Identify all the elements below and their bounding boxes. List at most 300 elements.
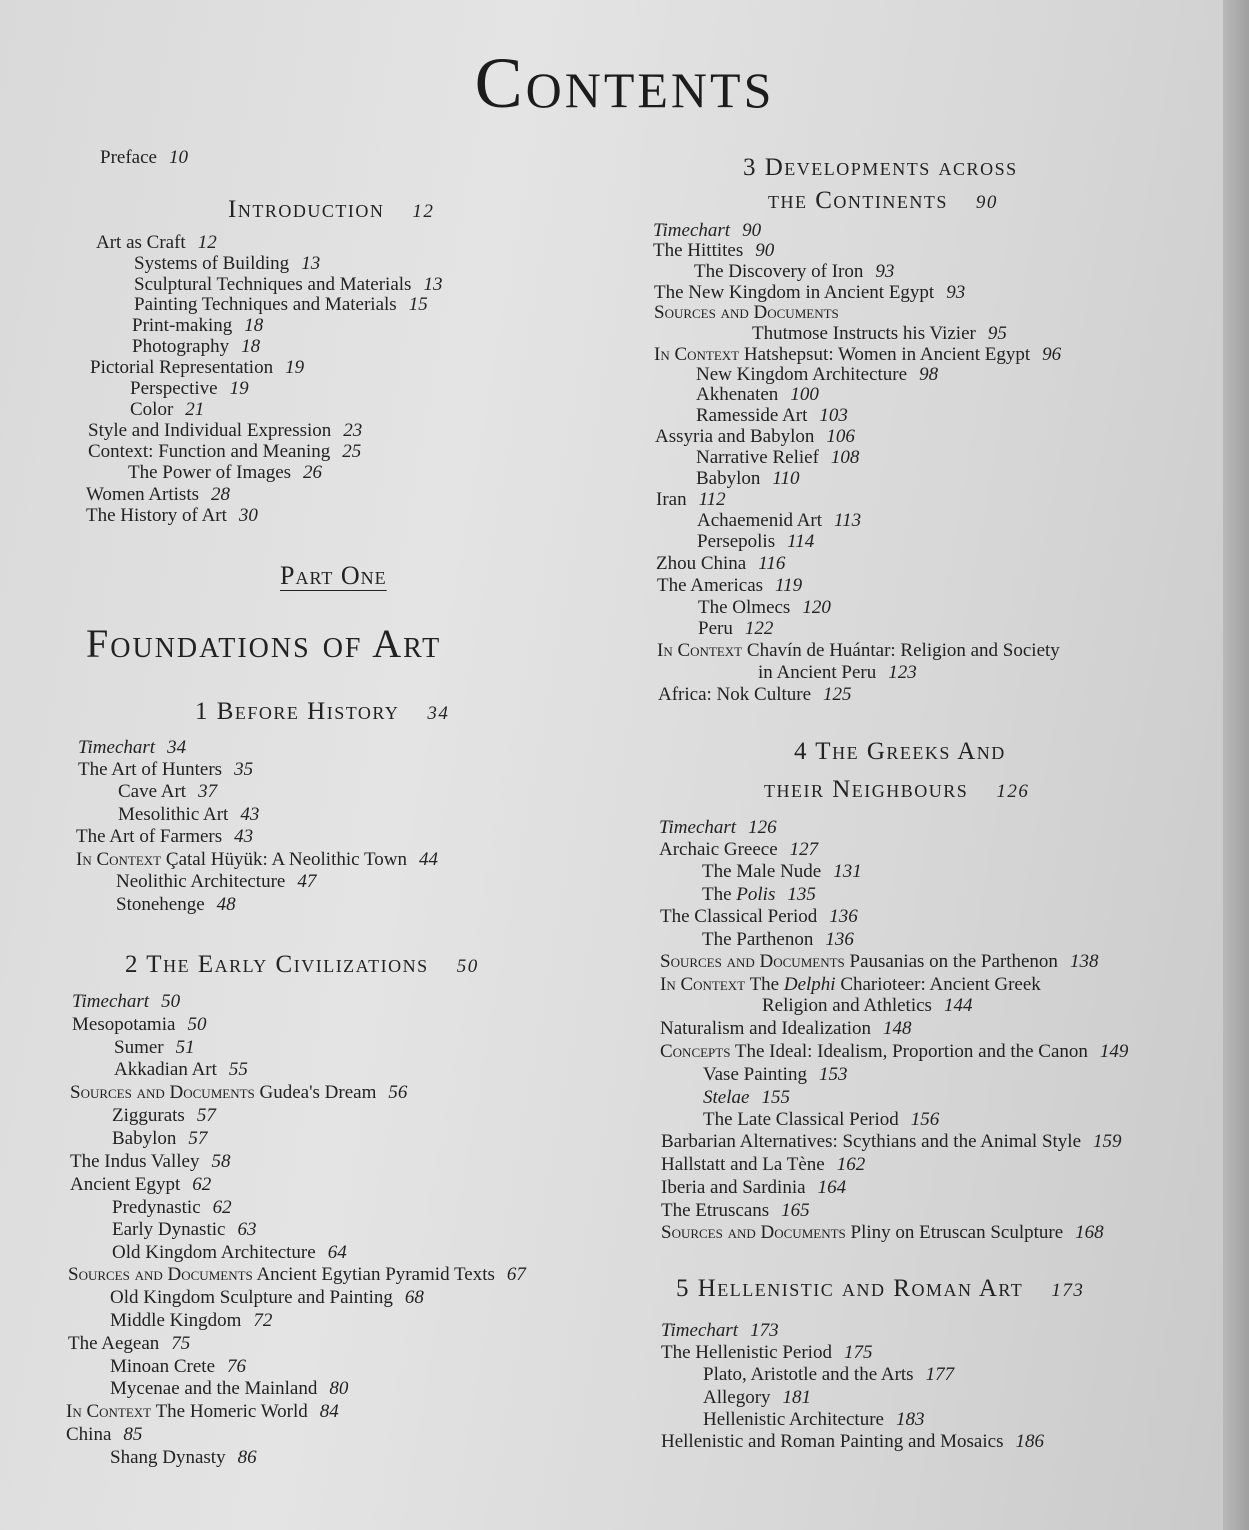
toc-entry xyxy=(703,1364,954,1386)
entry-title: Hellenistic Architecture xyxy=(703,1409,884,1430)
toc-entry xyxy=(661,1154,865,1176)
entry-title: Çatal Hüyük: A Neolithic Town xyxy=(165,849,407,870)
toc-entry xyxy=(660,1018,912,1040)
page-number: 177 xyxy=(925,1364,955,1385)
page-number: 90 xyxy=(975,192,998,213)
entry-title-part: Charioteer: Ancient Greek xyxy=(835,974,1041,995)
page-number: 80 xyxy=(329,1378,349,1399)
entry-title: Pausanias on the Parthenon xyxy=(849,951,1058,972)
page-number: 113 xyxy=(834,510,862,531)
chapter-heading xyxy=(768,186,998,218)
toc-entry xyxy=(118,781,217,803)
entry-title: Akkadian Art xyxy=(114,1059,217,1080)
toc-entry xyxy=(758,662,917,684)
entry-title: Mycenae and the Mainland xyxy=(110,1378,318,1399)
entry-title: The Olmecs xyxy=(698,597,791,618)
toc-entry xyxy=(702,884,816,906)
page-number: 125 xyxy=(823,684,852,705)
toc-entry xyxy=(660,906,858,928)
entry-title: Persepolis xyxy=(697,531,776,552)
entry-title: Babylon xyxy=(112,1128,177,1149)
page-number: 136 xyxy=(829,906,858,927)
page-number: 162 xyxy=(836,1154,866,1175)
toc-entry xyxy=(660,974,1041,996)
entry-title: Mesolithic Art xyxy=(118,804,229,825)
page-number: 62 xyxy=(192,1174,212,1195)
page-number: 84 xyxy=(319,1401,339,1422)
page-number: 68 xyxy=(404,1287,424,1308)
chapter-heading xyxy=(794,737,1006,767)
page-number: 25 xyxy=(342,441,362,462)
entry-title: The Ideal: Idealism, Proportion and the Canon xyxy=(734,1041,1088,1062)
toc-entry xyxy=(698,597,831,619)
toc-entry xyxy=(88,441,361,463)
page-number: 90 xyxy=(742,220,762,241)
page-number: 47 xyxy=(297,871,317,892)
entry-category: In Context xyxy=(654,344,740,365)
page-number: 119 xyxy=(775,575,803,596)
toc-entry xyxy=(112,1219,256,1241)
page-number: 43 xyxy=(240,804,260,825)
toc-entry xyxy=(702,929,854,951)
entry-title: Gudea's Dream xyxy=(259,1082,377,1103)
toc-entry xyxy=(116,894,236,916)
entry-category: Sources and Documents xyxy=(68,1264,253,1285)
page-number: 100 xyxy=(790,384,819,405)
toc-entry xyxy=(654,282,965,304)
page-number: 181 xyxy=(782,1387,812,1408)
entry-title: Sumer xyxy=(114,1037,164,1058)
entry-category: In Context xyxy=(66,1401,152,1422)
entry-title: Iberia and Sardinia xyxy=(661,1177,806,1198)
entry-title: 2 The Early Civilizations xyxy=(125,951,429,978)
toc-entry xyxy=(657,575,802,597)
entry-title: The Art of Hunters xyxy=(78,759,223,780)
entry-title: Pictorial Representation xyxy=(90,357,274,378)
page-number: 175 xyxy=(843,1342,873,1363)
toc-entry xyxy=(696,384,819,406)
toc-entry xyxy=(100,147,188,169)
entry-title: Print-making xyxy=(132,315,233,336)
page-number: 165 xyxy=(781,1200,810,1221)
page-title: Contents xyxy=(474,43,775,123)
toc-entry xyxy=(90,357,304,379)
toc-entry xyxy=(114,1059,248,1081)
toc-entry xyxy=(134,253,320,275)
toc-entry xyxy=(702,861,862,883)
chapter-heading xyxy=(743,153,1018,183)
entry-title: Timechart xyxy=(653,220,731,241)
toc-entry xyxy=(661,1431,1044,1453)
entry-title: their Neighbours xyxy=(764,776,969,803)
entry-category: Sources and Documents xyxy=(654,302,839,323)
toc-entry xyxy=(696,405,848,427)
page-number: 62 xyxy=(212,1197,232,1218)
page-number: 30 xyxy=(238,505,258,526)
page-number: 112 xyxy=(698,489,726,510)
toc-entry xyxy=(698,618,773,640)
page-edge xyxy=(1223,0,1249,1530)
toc-entry xyxy=(132,336,260,358)
toc-entry xyxy=(703,1387,811,1409)
toc-entry xyxy=(134,274,442,296)
entry-title: The Male Nude xyxy=(702,861,822,882)
page-number: 131 xyxy=(833,861,862,882)
page-number: 127 xyxy=(789,839,819,860)
entry-title: Vase Painting xyxy=(703,1064,807,1085)
page-number: 10 xyxy=(168,147,188,168)
page-number: 56 xyxy=(388,1082,408,1103)
entry-title: Ziggurats xyxy=(112,1105,185,1126)
page-number: 159 xyxy=(1093,1131,1122,1152)
page-number: 23 xyxy=(343,420,363,441)
toc-entry xyxy=(657,640,1060,662)
toc-entry xyxy=(66,1401,339,1423)
entry-title: Archaic Greece xyxy=(659,839,778,860)
entry-title: Babylon xyxy=(696,468,761,489)
entry-title: China xyxy=(66,1424,112,1445)
entry-title: 3 Developments across xyxy=(743,154,1018,181)
entry-title: The History of Art xyxy=(86,505,227,526)
chapter-heading xyxy=(125,950,479,982)
toc-entry xyxy=(696,468,799,490)
entry-title: Context: Function and Meaning xyxy=(88,441,331,462)
page-number: 116 xyxy=(758,553,786,574)
toc-entry xyxy=(86,505,258,527)
entry-title: Perspective xyxy=(130,378,218,399)
page-number: 75 xyxy=(171,1333,191,1354)
page-number: 18 xyxy=(241,336,261,357)
toc-entry xyxy=(112,1197,232,1219)
toc-entry xyxy=(110,1310,272,1332)
page-number: 12 xyxy=(412,201,435,222)
entry-title: 5 Hellenistic and Roman Art xyxy=(676,1275,1024,1302)
page-number: 126 xyxy=(748,817,777,838)
toc-entry xyxy=(661,1342,872,1364)
page-number: 43 xyxy=(234,826,254,847)
page-number: 135 xyxy=(787,884,816,905)
toc-entry xyxy=(697,531,814,553)
toc-entry xyxy=(110,1447,257,1469)
page-number: 50 xyxy=(161,991,181,1012)
entry-title: Hallstatt and La Tène xyxy=(661,1154,825,1175)
entry-title: in Ancient Peru xyxy=(758,662,877,683)
entry-title: Akhenaten xyxy=(696,384,779,405)
page-number: 21 xyxy=(185,399,205,420)
entry-title: Thutmose Instructs his Vizier xyxy=(752,323,976,344)
entry-title: Iran xyxy=(656,489,687,510)
page-number: 126 xyxy=(996,781,1030,802)
entry-title: Chavín de Huántar: Religion and Society xyxy=(746,640,1060,661)
page-number: 55 xyxy=(228,1059,248,1080)
entry-title: Introduction xyxy=(228,196,385,223)
entry-title: Early Dynastic xyxy=(112,1219,226,1240)
page-number: 44 xyxy=(418,849,438,870)
page-number: 76 xyxy=(227,1356,247,1377)
page-number: 148 xyxy=(883,1018,912,1039)
toc-entry xyxy=(132,315,263,337)
page-number: 72 xyxy=(253,1310,273,1331)
toc-entry xyxy=(658,684,852,706)
entry-title: Hatshepsut: Women in Ancient Egypt xyxy=(743,344,1031,365)
toc-entry xyxy=(762,995,972,1017)
page-number: 13 xyxy=(423,274,443,295)
page-number: 153 xyxy=(818,1064,848,1085)
page-number: 13 xyxy=(301,253,321,274)
entry-title: The Aegean xyxy=(68,1333,160,1354)
page-number: 18 xyxy=(244,315,264,336)
toc-entry xyxy=(661,1177,846,1199)
entry-title: The Classical Period xyxy=(660,906,818,927)
toc-entry xyxy=(703,1087,790,1109)
toc-entry xyxy=(659,839,818,861)
entry-title: Preface xyxy=(100,147,157,168)
toc-entry xyxy=(112,1128,207,1150)
entry-title: Allegory xyxy=(703,1387,771,1408)
page-number: 110 xyxy=(772,468,800,489)
toc-entry xyxy=(128,462,322,484)
toc-entry xyxy=(130,399,204,421)
entry-category: In Context xyxy=(660,974,746,995)
page-number: 86 xyxy=(237,1447,257,1468)
chapter-heading xyxy=(764,775,1029,807)
entry-title: The Homeric World xyxy=(155,1401,308,1422)
entry-title: The Hellenistic Period xyxy=(661,1342,832,1363)
toc-entry xyxy=(653,220,761,242)
entry-title: The Hittites xyxy=(653,240,744,261)
page-number: 96 xyxy=(1042,344,1062,365)
entry-title: 4 The Greeks And xyxy=(794,738,1006,765)
toc-entry xyxy=(694,261,894,283)
toc-entry xyxy=(86,484,230,506)
toc-entry xyxy=(110,1378,348,1400)
entry-title-part: The xyxy=(749,974,784,995)
entry-title: Narrative Relief xyxy=(696,447,819,468)
chapter-heading xyxy=(676,1274,1084,1306)
page-number: 67 xyxy=(506,1264,526,1285)
toc-entry xyxy=(661,1200,810,1222)
entry-title: The Discovery of Iron xyxy=(694,261,864,282)
toc-entry xyxy=(70,1174,211,1196)
entry-title-italic: Delphi xyxy=(783,974,836,995)
toc-entry xyxy=(703,1409,924,1431)
entry-title: New Kingdom Architecture xyxy=(696,364,908,385)
entry-title: 1 Before History xyxy=(195,698,400,725)
entry-title: The Parthenon xyxy=(702,929,814,950)
entry-title: The Art of Farmers xyxy=(76,826,223,847)
toc-entry xyxy=(696,364,938,386)
page-number: 15 xyxy=(408,294,428,315)
entry-title: Africa: Nok Culture xyxy=(658,684,812,705)
page-number: 50 xyxy=(187,1014,207,1035)
page-number: 19 xyxy=(285,357,305,378)
entry-title: Timechart xyxy=(661,1320,739,1341)
toc-entry xyxy=(72,1014,206,1036)
toc-entry xyxy=(70,1082,407,1104)
toc-entry xyxy=(78,759,253,781)
toc-entry xyxy=(654,344,1061,366)
page-number: 34 xyxy=(427,703,450,724)
entry-category: Sources and Documents xyxy=(70,1082,255,1103)
entry-category: Sources and Documents xyxy=(660,951,845,972)
toc-entry xyxy=(76,849,438,871)
entry-title: Foundations of Art xyxy=(86,621,442,666)
page-number: 173 xyxy=(1051,1280,1085,1301)
page-number: 57 xyxy=(196,1105,216,1126)
entry-title: Zhou China xyxy=(656,553,747,574)
entry-title: The Indus Valley xyxy=(70,1151,200,1172)
entry-title: Old Kingdom Sculpture and Painting xyxy=(110,1287,393,1308)
page-number: 98 xyxy=(919,364,939,385)
toc-entry xyxy=(70,1151,230,1173)
toc-entry xyxy=(661,1222,1104,1244)
toc-entry xyxy=(654,302,839,324)
page-number: 114 xyxy=(787,531,815,552)
entry-title: Systems of Building xyxy=(134,253,290,274)
entry-title: Timechart xyxy=(72,991,150,1012)
toc-entry xyxy=(76,826,253,848)
page-number: 122 xyxy=(744,618,774,639)
page-number: 168 xyxy=(1075,1222,1104,1243)
entry-title: Ancient Egytian Pyramid Texts xyxy=(256,1264,495,1285)
page-number: 19 xyxy=(229,378,249,399)
entry-title: Naturalism and Idealization xyxy=(660,1018,872,1039)
toc-entry xyxy=(118,804,259,826)
entry-title: The New Kingdom in Ancient Egypt xyxy=(654,282,935,303)
chapter-heading xyxy=(228,195,434,227)
entry-title-part: The xyxy=(702,884,737,905)
entry-category: Sources and Documents xyxy=(661,1222,846,1243)
entry-title: Mesopotamia xyxy=(72,1014,176,1035)
entry-title: Stonehenge xyxy=(116,894,205,915)
entry-category: In Context xyxy=(657,640,743,661)
part-label xyxy=(280,561,387,590)
page-number: 173 xyxy=(750,1320,779,1341)
page-number: 63 xyxy=(237,1219,257,1240)
page-number: 186 xyxy=(1015,1431,1044,1452)
page-number: 108 xyxy=(830,447,860,468)
toc-entry xyxy=(696,447,859,469)
entry-title: Part One xyxy=(280,561,387,590)
entry-title: Predynastic xyxy=(112,1197,201,1218)
page-number: 93 xyxy=(875,261,895,282)
toc-entry xyxy=(703,1109,939,1131)
page-number: 103 xyxy=(819,405,848,426)
entry-title: Sculptural Techniques and Materials xyxy=(134,274,412,295)
entry-title: The Etruscans xyxy=(661,1200,770,1221)
toc-entry xyxy=(130,378,249,400)
toc-entry xyxy=(110,1287,424,1309)
page-number: 138 xyxy=(1069,951,1099,972)
page-number: 57 xyxy=(188,1128,208,1149)
entry-title: Women Artists xyxy=(86,484,199,505)
page-number: 34 xyxy=(167,737,187,758)
page-number: 90 xyxy=(755,240,775,261)
toc-entry xyxy=(656,553,785,575)
entry-title: Religion and Athletics xyxy=(762,995,932,1016)
entry-title: Ancient Egypt xyxy=(70,1174,181,1195)
entry-title: Pliny on Etruscan Sculpture xyxy=(850,1222,1064,1243)
toc-entry xyxy=(112,1242,347,1264)
toc-entry xyxy=(68,1264,526,1286)
entry-title: The Americas xyxy=(657,575,764,596)
entry-category: In Context xyxy=(76,849,162,870)
page-number: 12 xyxy=(197,232,217,253)
toc-entry xyxy=(659,817,777,839)
toc-entry xyxy=(78,737,186,759)
page-number: 51 xyxy=(175,1037,195,1058)
entry-title: Shang Dynasty xyxy=(110,1447,226,1468)
page-number: 149 xyxy=(1099,1041,1129,1062)
entry-title: Old Kingdom Architecture xyxy=(112,1242,316,1263)
page-number: 106 xyxy=(826,426,855,447)
part-title xyxy=(86,620,441,668)
page-number: 26 xyxy=(303,462,323,483)
entry-title: Barbarian Alternatives: Scythians and the Animal Style xyxy=(661,1131,1082,1152)
entry-title: Style and Individual Expression xyxy=(88,420,332,441)
page-number: 183 xyxy=(895,1409,925,1430)
toc-entry xyxy=(72,991,180,1013)
page-number: 85 xyxy=(123,1424,143,1445)
entry-title: Minoan Crete xyxy=(110,1356,216,1377)
page-number: 136 xyxy=(825,929,854,950)
page-number: 48 xyxy=(216,894,236,915)
toc-entry xyxy=(96,232,217,254)
entry-title: Assyria and Babylon xyxy=(655,426,815,447)
page-number: 123 xyxy=(888,662,917,683)
toc-entry xyxy=(703,1064,847,1086)
toc-entry xyxy=(116,871,316,893)
toc-entry xyxy=(134,294,428,316)
entry-title: Hellenistic and Roman Painting and Mosaics xyxy=(661,1431,1004,1452)
toc-entry xyxy=(752,323,1007,345)
entry-title: the Continents xyxy=(768,187,948,214)
toc-entry xyxy=(697,510,861,532)
entry-title: Plato, Aristotle and the Arts xyxy=(703,1364,914,1385)
page-number: 164 xyxy=(817,1177,847,1198)
toc-entry xyxy=(66,1424,142,1446)
entry-title: Art as Craft xyxy=(96,232,186,253)
page-number: 93 xyxy=(946,282,966,303)
entry-category: Concepts xyxy=(660,1041,731,1062)
entry-title: Ramesside Art xyxy=(696,405,808,426)
toc-entry xyxy=(656,489,726,511)
page-number: 120 xyxy=(802,597,831,618)
page-number: 64 xyxy=(327,1242,347,1263)
toc-entry xyxy=(660,1041,1128,1063)
entry-title-italic: Polis xyxy=(736,884,776,905)
toc-entry xyxy=(653,240,774,262)
entry-title: The Late Classical Period xyxy=(703,1109,899,1130)
entry-title: Peru xyxy=(698,618,733,639)
entry-title: Photography xyxy=(132,336,230,357)
toc-entry xyxy=(112,1105,216,1127)
toc-entry xyxy=(110,1356,246,1378)
entry-title: Timechart xyxy=(659,817,737,838)
entry-title: Achaemenid Art xyxy=(697,510,823,531)
page-number: 50 xyxy=(456,956,479,977)
entry-title: Stelae xyxy=(703,1087,750,1108)
entry-title: The Power of Images xyxy=(128,462,292,483)
entry-title: Timechart xyxy=(78,737,156,758)
entry-title: Neolithic Architecture xyxy=(116,871,286,892)
toc-entry xyxy=(660,951,1098,973)
page-number: 58 xyxy=(211,1151,231,1172)
toc-entry xyxy=(68,1333,190,1355)
page-number: 35 xyxy=(234,759,254,780)
page-number: 144 xyxy=(943,995,973,1016)
toc-entry xyxy=(114,1037,195,1059)
